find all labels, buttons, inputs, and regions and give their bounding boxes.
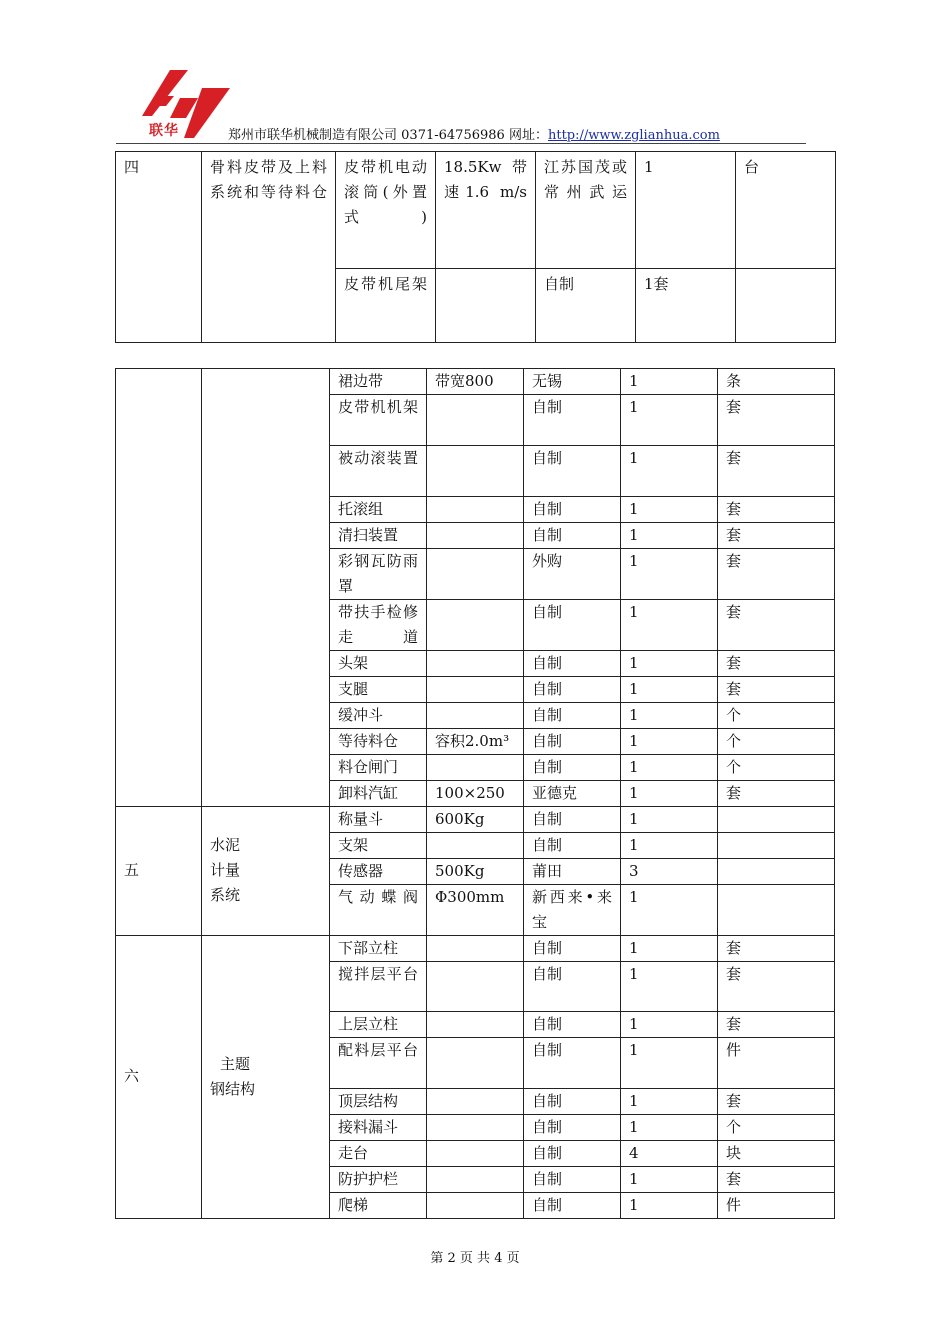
component-qty: 1 — [621, 1193, 718, 1219]
component-maker: 外购 — [524, 548, 621, 599]
component-spec: 容积2.0m³ — [427, 728, 524, 754]
item-number: 六 — [116, 935, 202, 1219]
component-qty: 1 — [621, 832, 718, 858]
system-name-line: 钢结构 — [210, 1079, 256, 1098]
system-name-line: 系统 — [210, 886, 241, 905]
component-qty: 1套 — [636, 269, 736, 343]
component-name: 称量斗 — [330, 806, 427, 832]
component-qty: 1 — [621, 1012, 718, 1038]
equipment-table-top — [115, 151, 836, 343]
component-unit — [718, 884, 835, 935]
component-name: 彩钢瓦防雨罩 — [330, 548, 427, 599]
system-name — [202, 806, 330, 935]
table-row — [116, 152, 836, 269]
item-number — [116, 369, 202, 807]
header-rule — [116, 143, 806, 144]
component-spec — [427, 754, 524, 780]
component-qty: 1 — [636, 152, 736, 269]
component-name: 配料层平台 — [330, 1038, 427, 1089]
component-spec — [427, 935, 524, 961]
component-spec — [427, 599, 524, 650]
component-spec — [427, 832, 524, 858]
component-name: 缓冲斗 — [330, 702, 427, 728]
component-spec: 18.5Kw 带速1.6 m/s — [436, 152, 536, 269]
component-name: 皮带机机架 — [330, 395, 427, 446]
component-spec — [427, 522, 524, 548]
component-maker: 自制 — [524, 1012, 621, 1038]
system-name-line: 计量 — [210, 861, 241, 880]
component-spec — [427, 702, 524, 728]
component-qty: 1 — [621, 1167, 718, 1193]
component-unit: 套 — [718, 935, 835, 961]
component-spec: 600Kg — [427, 806, 524, 832]
component-qty: 1 — [621, 445, 718, 496]
component-spec — [427, 548, 524, 599]
component-name: 等待料仓 — [330, 728, 427, 754]
component-name: 气动蝶阀 — [330, 884, 427, 935]
component-spec — [427, 1167, 524, 1193]
system-name-line: 水泥 — [210, 836, 241, 855]
component-maker: 自制 — [524, 445, 621, 496]
component-name: 头架 — [330, 650, 427, 676]
component-maker: 自制 — [524, 522, 621, 548]
component-name: 托滚组 — [330, 496, 427, 522]
component-maker: 自制 — [524, 702, 621, 728]
component-unit: 台 — [736, 152, 836, 269]
system-name: 骨料皮带及上料系统和等待料仓 — [202, 152, 336, 343]
component-unit: 套 — [718, 1089, 835, 1115]
item-number: 五 — [116, 806, 202, 935]
component-spec: 100×250 — [427, 780, 524, 806]
component-maker: 自制 — [524, 935, 621, 961]
component-name: 接料漏斗 — [330, 1115, 427, 1141]
component-qty: 1 — [621, 496, 718, 522]
component-qty: 1 — [621, 369, 718, 395]
component-maker: 自制 — [524, 496, 621, 522]
component-qty: 1 — [621, 395, 718, 446]
company-phone: 0371-64756986 — [401, 128, 505, 143]
component-unit: 件 — [718, 1038, 835, 1089]
component-unit: 套 — [718, 1167, 835, 1193]
component-maker: 自制 — [524, 1167, 621, 1193]
component-qty: 1 — [621, 935, 718, 961]
component-unit: 个 — [718, 728, 835, 754]
component-maker: 自制 — [524, 754, 621, 780]
component-maker: 自制 — [524, 1089, 621, 1115]
company-info — [228, 124, 720, 143]
component-maker: 莆田 — [524, 858, 621, 884]
component-maker: 亚德克 — [524, 780, 621, 806]
component-spec: Φ300mm — [427, 884, 524, 935]
component-unit: 个 — [718, 754, 835, 780]
component-maker: 自制 — [524, 599, 621, 650]
component-qty: 1 — [621, 806, 718, 832]
component-unit: 件 — [718, 1193, 835, 1219]
component-qty: 1 — [621, 884, 718, 935]
component-maker: 自制 — [536, 269, 636, 343]
component-spec — [427, 1193, 524, 1219]
component-name: 下部立柱 — [330, 935, 427, 961]
component-name: 带扶手检修走道 — [330, 599, 427, 650]
component-maker: 自制 — [524, 1115, 621, 1141]
component-maker: 江苏国茂或常州武运 — [536, 152, 636, 269]
system-name — [202, 369, 330, 807]
component-unit: 套 — [718, 395, 835, 446]
component-name: 裙边带 — [330, 369, 427, 395]
website-label: 网址： — [508, 128, 548, 143]
item-number: 四 — [116, 152, 202, 343]
component-qty: 1 — [621, 1038, 718, 1089]
component-qty: 1 — [621, 728, 718, 754]
component-maker: 自制 — [524, 961, 621, 1012]
component-name: 料仓闸门 — [330, 754, 427, 780]
component-unit: 个 — [718, 1115, 835, 1141]
component-spec — [427, 1038, 524, 1089]
component-qty: 1 — [621, 780, 718, 806]
component-spec — [427, 650, 524, 676]
component-qty: 1 — [621, 702, 718, 728]
component-qty: 1 — [621, 548, 718, 599]
component-maker: 新西来•来宝 — [524, 884, 621, 935]
component-unit: 套 — [718, 522, 835, 548]
component-qty: 1 — [621, 676, 718, 702]
component-spec: 带宽800 — [427, 369, 524, 395]
component-maker: 自制 — [524, 1193, 621, 1219]
component-unit: 块 — [718, 1141, 835, 1167]
component-qty: 1 — [621, 522, 718, 548]
page-footer: 第 2 页 共 4 页 — [430, 1251, 520, 1266]
component-spec — [427, 961, 524, 1012]
component-unit: 套 — [718, 961, 835, 1012]
component-maker: 自制 — [524, 728, 621, 754]
component-spec — [427, 1089, 524, 1115]
table-row — [116, 935, 835, 961]
component-maker: 无锡 — [524, 369, 621, 395]
component-qty: 1 — [621, 650, 718, 676]
component-maker: 自制 — [524, 395, 621, 446]
component-unit: 条 — [718, 369, 835, 395]
component-unit — [718, 832, 835, 858]
component-unit: 个 — [718, 702, 835, 728]
component-spec — [427, 1012, 524, 1038]
component-maker: 自制 — [524, 650, 621, 676]
component-spec — [427, 395, 524, 446]
component-qty: 1 — [621, 599, 718, 650]
component-name: 爬梯 — [330, 1193, 427, 1219]
component-maker: 自制 — [524, 676, 621, 702]
equipment-table-main — [115, 368, 835, 1219]
component-name: 支架 — [330, 832, 427, 858]
component-name: 走台 — [330, 1141, 427, 1167]
logo-text: 联华 — [149, 123, 179, 139]
table-row — [116, 806, 835, 832]
component-name: 搅拌层平台 — [330, 961, 427, 1012]
component-qty: 1 — [621, 961, 718, 1012]
component-name: 上层立柱 — [330, 1012, 427, 1038]
component-maker: 自制 — [524, 1141, 621, 1167]
component-maker: 自制 — [524, 806, 621, 832]
component-unit: 套 — [718, 780, 835, 806]
component-maker: 自制 — [524, 832, 621, 858]
table-row — [116, 369, 835, 395]
component-unit — [718, 806, 835, 832]
component-qty: 1 — [621, 754, 718, 780]
component-name: 传感器 — [330, 858, 427, 884]
component-name: 支腿 — [330, 676, 427, 702]
component-spec — [427, 1115, 524, 1141]
component-spec — [427, 445, 524, 496]
component-unit — [736, 269, 836, 343]
component-unit — [718, 858, 835, 884]
component-maker: 自制 — [524, 1038, 621, 1089]
component-name: 顶层结构 — [330, 1089, 427, 1115]
component-unit: 套 — [718, 599, 835, 650]
component-qty: 4 — [621, 1141, 718, 1167]
component-unit: 套 — [718, 650, 835, 676]
company-name: 郑州市联华机械制造有限公司 — [228, 128, 398, 143]
component-spec — [436, 269, 536, 343]
system-name-line: 主题 — [220, 1054, 251, 1073]
component-qty: 1 — [621, 1089, 718, 1115]
component-qty: 1 — [621, 1115, 718, 1141]
component-spec: 500Kg — [427, 858, 524, 884]
component-name: 卸料汽缸 — [330, 780, 427, 806]
component-name: 防护护栏 — [330, 1167, 427, 1193]
component-spec — [427, 1141, 524, 1167]
website-link[interactable]: http://www.zglianhua.com — [547, 128, 720, 143]
component-unit: 套 — [718, 496, 835, 522]
component-spec — [427, 496, 524, 522]
component-name: 皮带机尾架 — [336, 269, 436, 343]
component-unit: 套 — [718, 548, 835, 599]
component-unit: 套 — [718, 676, 835, 702]
component-name: 皮带机电动滚筒(外置式) — [336, 152, 436, 269]
component-unit: 套 — [718, 1012, 835, 1038]
component-spec — [427, 676, 524, 702]
component-qty: 3 — [621, 858, 718, 884]
component-unit: 套 — [718, 445, 835, 496]
component-name: 清扫装置 — [330, 522, 427, 548]
system-name — [202, 935, 330, 1219]
component-name: 被动滚装置 — [330, 445, 427, 496]
